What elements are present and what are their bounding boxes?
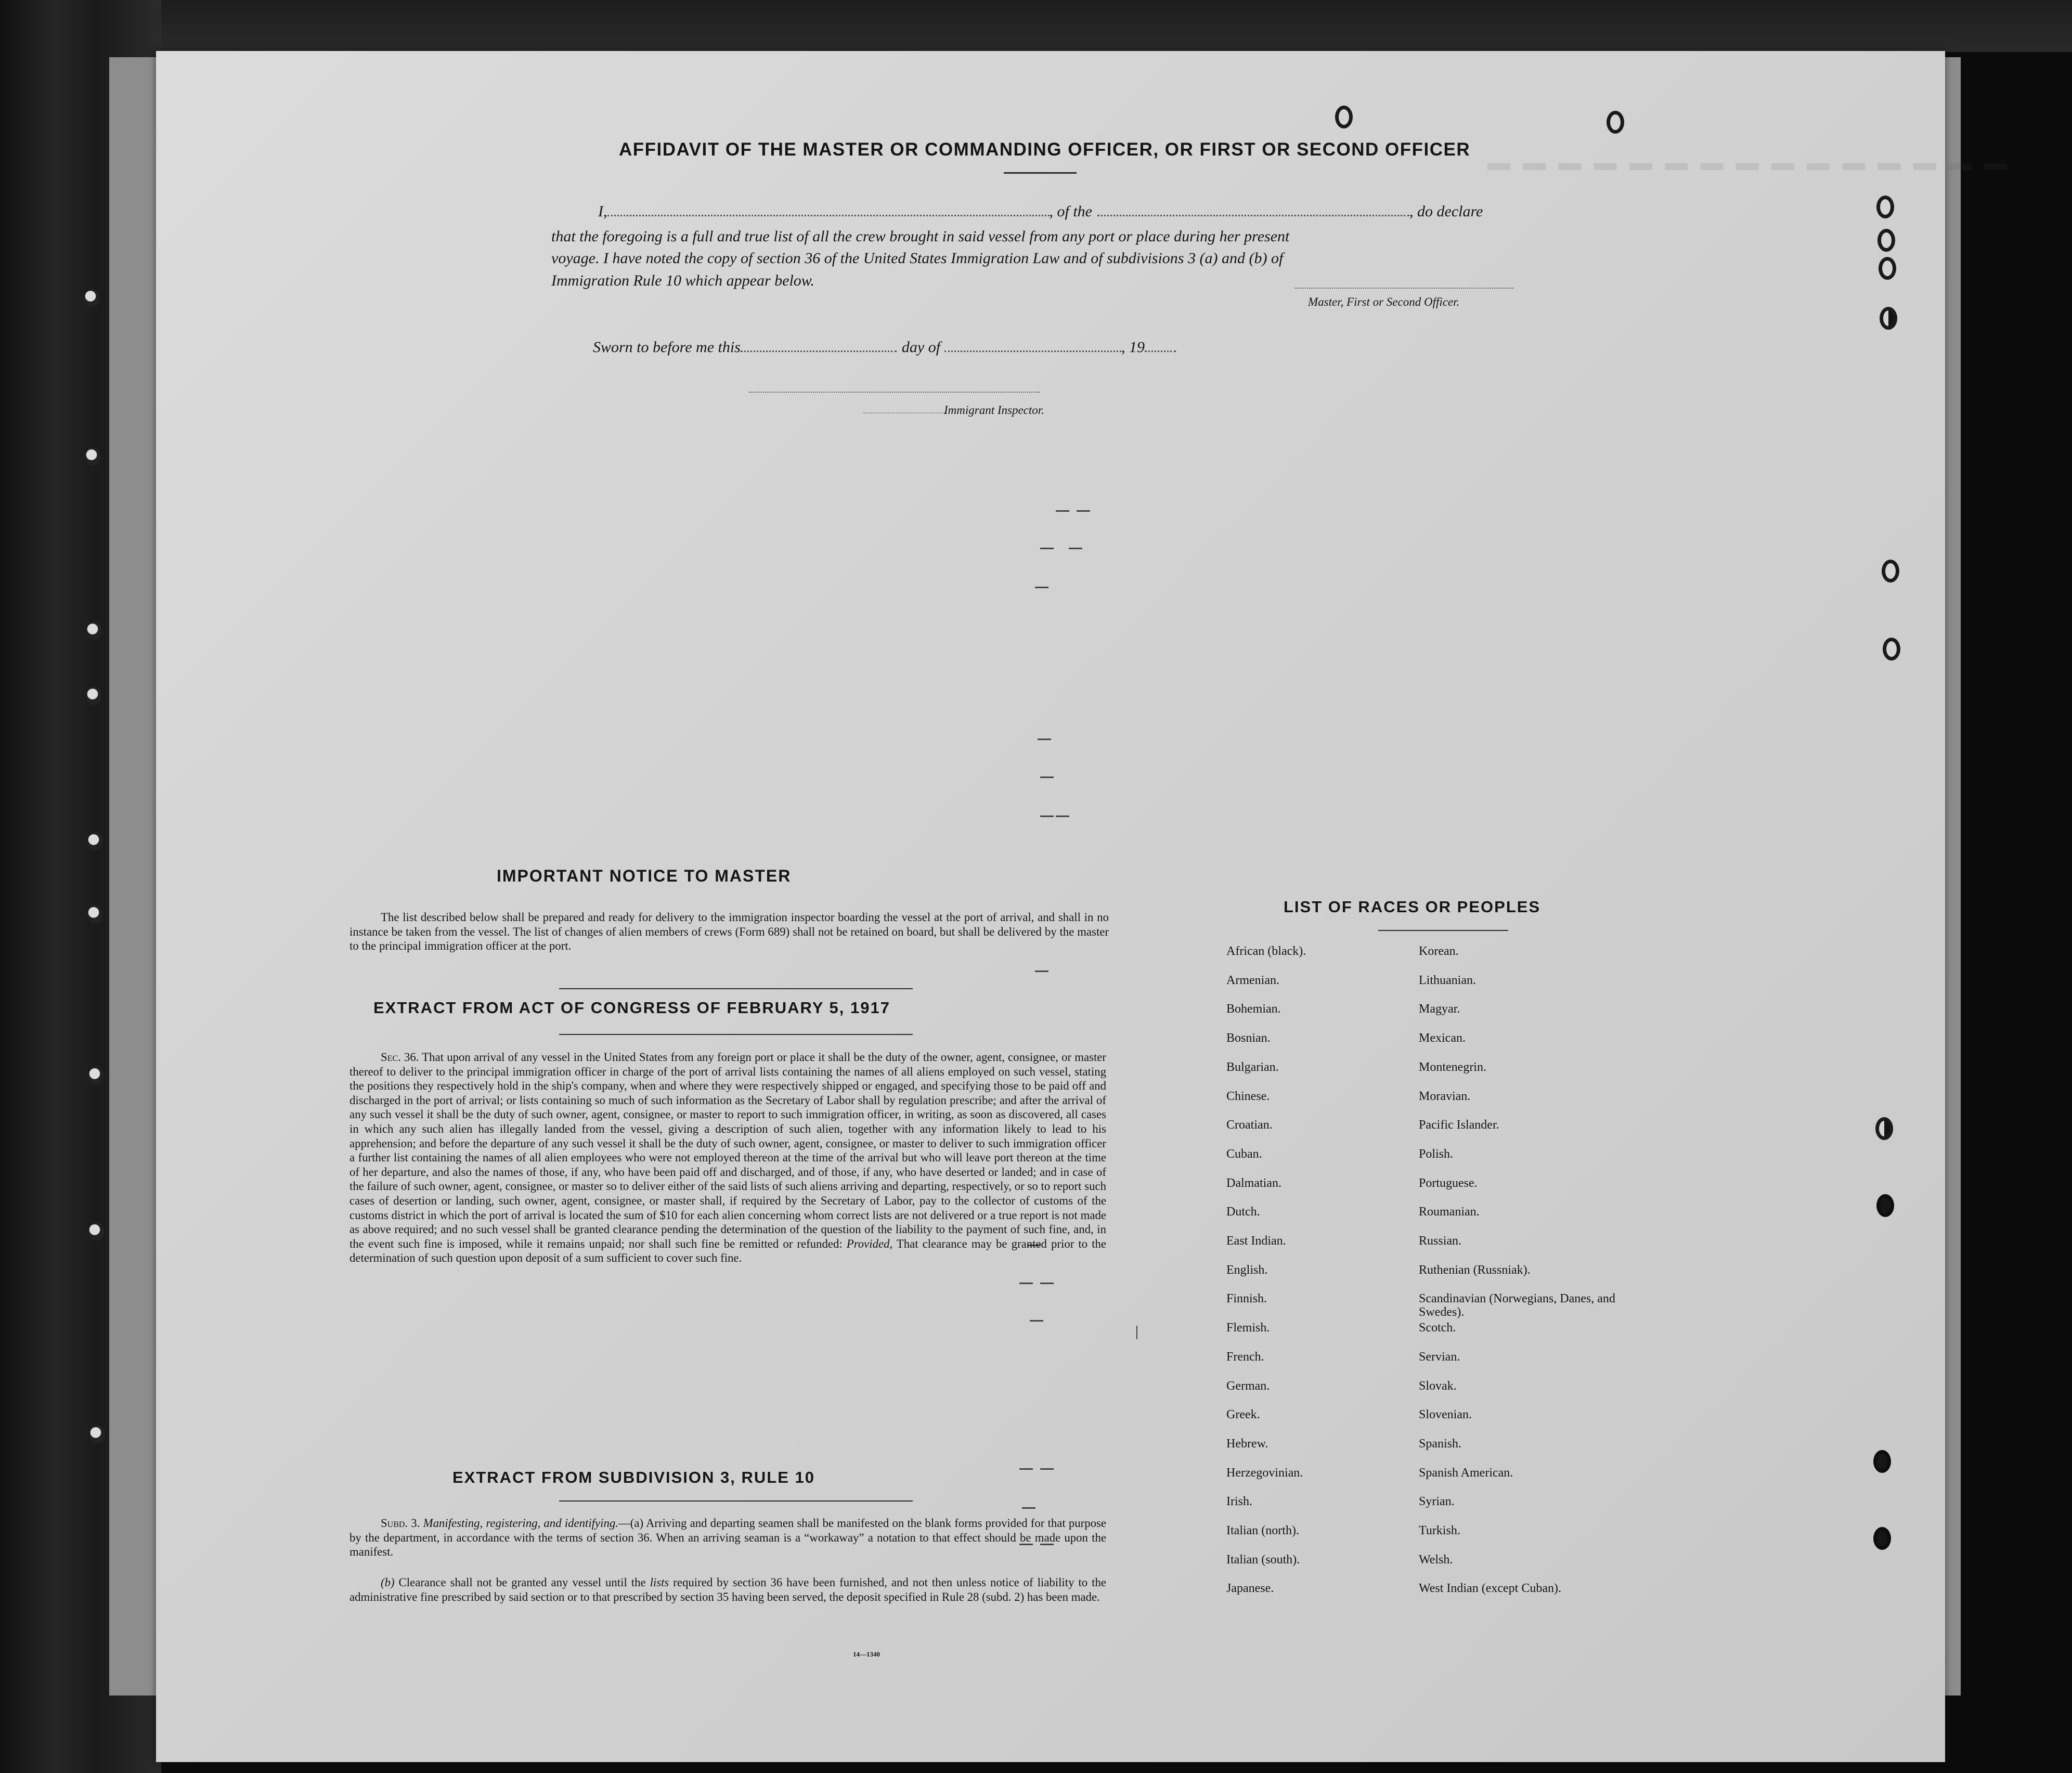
race-item: Flemish. [1226,1321,1270,1335]
race-item: Greek. [1226,1408,1260,1422]
affidavit-line-3: voyage. I have noted the copy of section 36 of the United States Immigration Law and of subdivisions 3 (a) and (b) of [551,250,1284,267]
para-a-text: —(a) Arriving and departing seamen shall be manifested on the blank forms provided for that purpose by the department, in accordance with the terms of section 36. When an arriving seaman is a “workaway” a notation to that effect should be made upon the manifest. [349,1517,1106,1559]
day-of-label: day of [901,339,941,356]
punch-hole-icon [1607,111,1624,134]
of-the-label: , of the [1049,203,1092,220]
dash-mark [1077,510,1090,512]
title-underline [1004,172,1077,174]
dash-mark [1035,587,1048,588]
dash-mark [1040,1283,1054,1284]
dash-mark [1030,1320,1043,1322]
name-blank[interactable] [607,203,1050,216]
tick-mark [1136,1326,1137,1339]
race-item: Mexican. [1419,1031,1466,1045]
binder-hole-icon [88,1066,104,1085]
act-body: That upon arrival of any vessel in the United States from any foreign port or place it shall be the duty of the owner, agent, consignee, or master thereof to deliver to the principal immigration officer in charge of the port of arrival lists containing the names of all aliens employed on such vessel, stating the positions they respectively hold in the ship's company, when and where they were respectively shipped or engaged, and specifying those to be paid off and discharged in the port of arrival; or lists containing so much of such information as the Secretary of Labor shall by regulation prescribe; and after the arrival of any such vessel it shall be the duty of such owner, agent, consignee, or master to report to such immigration officer, in writing, as soon as discovered, all cases in which any such alien has illegally landed from the vessel, giving a description of such alien, together with any information likely to lead to his apprehension; and before the departure of any such vessel it shall be the duty of such owner, agent, consignee, or master to deliver to such immigration officer a further list containing the names of all alien employees who were not employed thereon at the time of the arrival but who will leave port thereon at the time of her departure, and also the names of those, if any, who have been paid off and discharged, and of those, if any, who have deserted or landed; and in case of the failure of such owner, agent, consignee, or master so to deliver either of the said lists of such aliens arriving and departing, respectively, or so to report such cases of desertion or landing, such owner, agent, consignee, or master shall, if required by the Secretary of Labor, pay to the collector of customs of the customs district in which the port of arrival is located the sum of $10 for each alien concerning whom correct lists are not delivered or a true report is not made as above required; and no such vessel shall be granted clearance pending the determination of the question of the liability to the payment of such fine, and, in the event such fine is imposed, while it remains unpaid; nor shall such fine be remitted or refunded: [349,1051,1106,1250]
race-item: Japanese. [1226,1582,1274,1596]
punch-hole-icon [1882,560,1899,583]
dash-mark [1069,548,1082,549]
dash-mark [1019,1468,1033,1470]
sworn-month-blank[interactable] [944,339,1121,352]
binder-hole-icon [84,289,100,307]
race-item: African (black). [1226,944,1306,958]
act-body-end: That clearance may be granted prior to the determination of such question upon deposit of a sum sufficient to cover such fine. [349,1237,1106,1265]
dash-mark [1056,510,1069,512]
race-item: Hebrew. [1226,1436,1268,1451]
master-signature-caption: Master, First or Second Officer. [1308,295,1460,308]
notice-title: IMPORTANT NOTICE TO MASTER [497,866,792,885]
race-item: German. [1226,1379,1270,1393]
dash-mark [1019,1283,1033,1284]
dash-mark [1056,816,1069,817]
race-item: Spanish American. [1419,1466,1513,1480]
race-item: Portuguese. [1419,1176,1478,1190]
race-item: Scandinavian (Norwegians, Danes, and Swedes). [1419,1292,1615,1319]
subd-label: Subd. 3. [381,1517,420,1530]
punch-hole-icon [1877,229,1895,252]
race-item: Russian. [1419,1234,1462,1248]
year-label: , 19 [1121,339,1145,356]
race-item: Bosnian. [1226,1031,1271,1045]
bleed-through-mark: ▬ ▬ ▬ ▬ ▬ ▬ ▬ ▬ ▬ ▬ ▬ ▬ ▬ ▬ ▬ [1487,150,2011,175]
race-item: Dutch. [1226,1205,1260,1219]
binder-hole-icon [89,1425,105,1444]
race-item: Spanish. [1419,1436,1462,1451]
binder-hole-icon [86,687,102,705]
race-item: French. [1226,1350,1264,1364]
master-signature-line[interactable] [1295,288,1513,289]
dash-mark [1035,970,1048,972]
race-item: Moravian. [1419,1089,1471,1103]
affidavit-line-2: that the foregoing is a full and true list of all the crew brought in said vessel from any port or place during her present [551,228,1290,245]
race-item: Welsh. [1419,1552,1453,1567]
notice-rule [559,988,913,989]
i-label: I, [598,203,607,220]
race-item: Korean. [1419,944,1459,958]
punch-hole-icon [1335,106,1353,128]
form-page [156,51,2011,1762]
sec-label: Sec. 36. [381,1051,419,1064]
race-item: East Indian. [1226,1234,1286,1248]
punch-hole-icon [1879,257,1896,280]
affidavit-title: AFFIDAVIT OF THE MASTER OR COMMANDING OFFICER, OR FIRST OR SECOND OFFICER [619,139,1471,160]
rule-para-a [349,1516,1106,1559]
dash-mark [1038,739,1051,740]
race-item: Herzegovinian. [1226,1466,1303,1480]
subd-heading: Manifesting, registering, and identifying. [423,1517,618,1530]
sworn-year-blank[interactable] [1145,339,1176,352]
inspector-caption: Immigrant Inspector. [944,404,1044,417]
sworn-line [593,339,1176,356]
race-item: Finnish. [1226,1292,1267,1306]
dash-mark [1022,1507,1035,1509]
race-item: Servian. [1419,1350,1460,1364]
vessel-blank[interactable] [1097,203,1409,216]
dash-mark [1040,548,1054,549]
dash-mark [1040,816,1054,817]
punch-hole-icon [1880,307,1897,330]
para-b-lists: lists [650,1576,669,1589]
binder-hole-icon [86,622,102,640]
provided-label: Provided, [846,1237,893,1250]
act-rule [559,1034,913,1035]
binder-hole-icon [88,1222,104,1241]
act-title: EXTRACT FROM ACT OF CONGRESS OF FEBRUARY 5, 1917 [373,999,890,1017]
race-item: Italian (south). [1226,1552,1300,1567]
race-item: Bohemian. [1226,1002,1281,1016]
punch-hole-icon [1876,1194,1894,1217]
sworn-day-blank[interactable] [741,339,897,352]
race-item: English. [1226,1263,1268,1277]
notice-text: The list described below shall be prepared and ready for delivery to the immigration inspector boarding the vessel at the port of arrival, and shall in no instance be taken from the vessel. The list of changes of alien members of crews (Form 689) shall not be retained on board, but shall be delivered by the master to the principal immigration officer at the port. [349,911,1109,953]
act-text [349,1050,1106,1265]
para-b-text-1: Clearance shall not be granted any vessel until the [398,1576,646,1589]
punch-hole-icon [1883,638,1900,661]
do-declare-label: , do declare [1409,203,1483,220]
dash-mark [1040,777,1054,778]
race-item: Dalmatian. [1226,1176,1281,1190]
race-item: Pacific Islander. [1419,1118,1499,1132]
race-item: Slovenian. [1419,1408,1472,1422]
dash-mark [1040,1468,1054,1470]
races-title: LIST OF RACES OR PEOPLES [1284,898,1541,916]
inspector-rule [863,412,947,413]
race-item: Irish. [1226,1495,1252,1509]
punch-hole-icon [1873,1527,1891,1550]
rule-rule [559,1500,913,1502]
race-item: Armenian. [1226,973,1279,987]
rule-para-b [349,1575,1106,1604]
race-item: Cuban. [1226,1147,1262,1161]
races-rule [1378,930,1508,931]
binder-hole-icon [87,905,103,924]
race-item: Bulgarian. [1226,1060,1279,1074]
scan-border-top [0,0,2072,52]
para-b-text-2: required by section 36 have been furnished, and not then unless notice of liability to the administrative fine prescribed by said section or to that prescribed by section 35 having been served, the deposit specified in Rule 28 (subd. 2) has been made. [349,1576,1106,1603]
form-code: 14—1340 [853,1650,880,1658]
race-item: Roumanian. [1419,1205,1480,1219]
race-item: Syrian. [1419,1495,1455,1509]
race-item: Croatian. [1226,1118,1273,1132]
sworn-label: Sworn to before me this [593,339,741,356]
race-item: Italian (north). [1226,1524,1299,1537]
rule-title: EXTRACT FROM SUBDIVISION 3, RULE 10 [452,1468,815,1486]
binder-hole-icon [87,832,103,851]
punch-hole-icon [1876,196,1894,218]
race-item: Scotch. [1419,1321,1456,1335]
race-item: Magyar. [1419,1002,1460,1016]
race-item: Chinese. [1226,1089,1270,1103]
punch-hole-icon [1875,1117,1893,1140]
race-item: Turkish. [1419,1524,1460,1537]
affidavit-line-1 [598,203,1483,221]
race-item: Montenegrin. [1419,1060,1486,1074]
race-item: West Indian (except Cuban). [1419,1582,1561,1596]
affidavit-line-4: Immigration Rule 10 which appear below. [551,272,815,289]
race-item: Slovak. [1419,1379,1457,1393]
binder-hole-icon [85,447,101,466]
race-item: Polish. [1419,1147,1454,1161]
para-b-label: (b) [381,1576,395,1589]
inspector-signature-line[interactable] [749,392,1040,393]
race-item: Ruthenian (Russniak). [1419,1263,1531,1277]
punch-hole-icon [1873,1450,1891,1473]
race-item: Lithuanian. [1419,973,1476,987]
